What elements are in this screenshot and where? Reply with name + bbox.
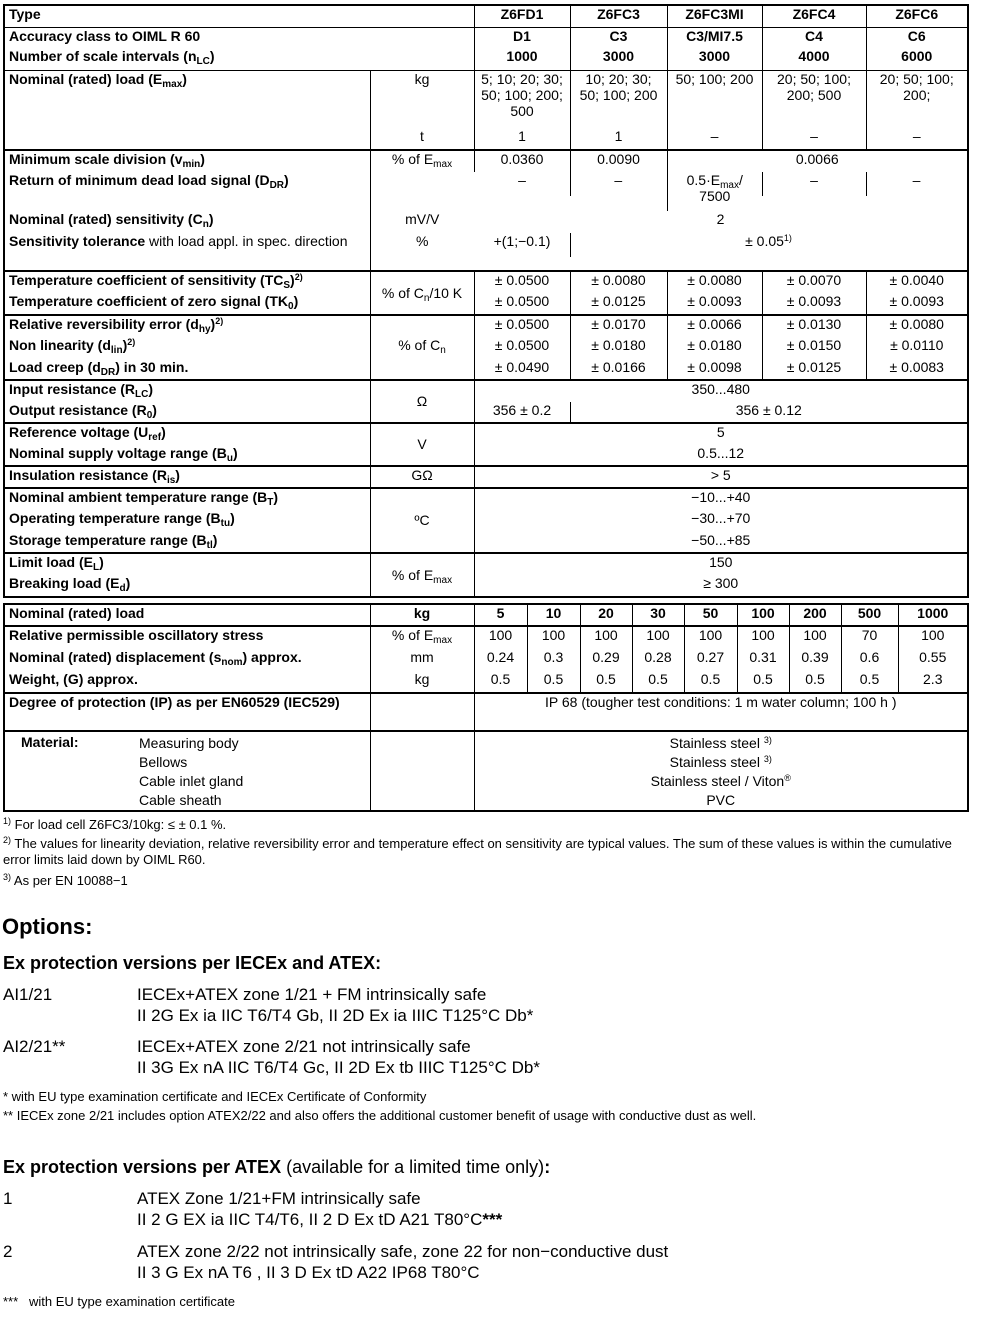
- sensitivity-row: [4, 211, 968, 233]
- linearity-value: ± 0.0150: [762, 337, 866, 359]
- return-row: [4, 172, 968, 211]
- option-code: AI2/21**: [3, 1037, 66, 1056]
- tcs-value: ± 0.0080: [570, 271, 667, 293]
- accuracy-value: D1: [474, 27, 570, 48]
- input-resistance-row: [4, 380, 968, 402]
- ip-row: [4, 693, 968, 731]
- oscillatory-value: 100: [632, 626, 684, 649]
- tolerance-value: +(1;−0.1): [493, 233, 551, 249]
- unit-kg: kg: [370, 70, 474, 128]
- material-label-cell: [4, 731, 370, 811]
- type-label: Type: [4, 5, 370, 27]
- option-line: ATEX zone 2/22 not intrinsically safe, zone 22 for non−conductive dust: [137, 1242, 669, 1261]
- option-note-3: *** with EU type examination certificate: [3, 1294, 235, 1309]
- output-resistance-label: Output resistance $(R_0)$: [4, 402, 370, 423]
- input-resistance-label: Input resistance $(R_{LC})$: [4, 380, 370, 402]
- return-value: –: [518, 172, 526, 188]
- linearity-value: ± 0.0180: [667, 337, 762, 359]
- option-code: 2: [3, 1242, 13, 1261]
- oscillatory-value: 100: [474, 626, 527, 649]
- return-value: –: [570, 172, 667, 211]
- option-note-1: * with EU type examination certificate and IECEx Certificate of Conformity: [3, 1089, 427, 1104]
- weight-value: 0.5: [841, 671, 898, 693]
- tolerance-unit: %: [370, 233, 474, 271]
- unit-t: t: [370, 128, 474, 150]
- displacement-label: Nominal (rated) displacement $(s_{nom})$ approx.: [4, 649, 370, 671]
- breaking-load-label: Breaking load $(E_d)$: [4, 575, 370, 597]
- material-item: Bellows: [139, 754, 188, 770]
- material-row: [4, 731, 968, 811]
- tolerance-row: [4, 233, 968, 271]
- oscillatory-value: 100: [684, 626, 737, 649]
- oscillatory-unit: % of $E_{max}$: [370, 626, 474, 649]
- intervals-value: 4000: [762, 48, 866, 70]
- operating-temp-row: [4, 510, 968, 532]
- weight-unit: kg: [370, 671, 474, 693]
- loads-unit: kg: [370, 604, 474, 626]
- ambient-temp-row: [4, 488, 968, 510]
- nominal-load-t: –: [667, 128, 762, 150]
- weight-value: 0.5: [632, 671, 684, 693]
- type-header: Z6FC4: [762, 5, 866, 27]
- ip-label: Degree of protection (IP) as per EN60529 (IEC529): [4, 693, 370, 731]
- material-value: Stainless steel $^{3)}$: [669, 754, 772, 770]
- weight-value: 0.5: [580, 671, 632, 693]
- reversibility-label: Relative reversibility error $(d_{hy})^{2)}$: [4, 315, 370, 337]
- nominal-load-row: [4, 70, 968, 128]
- option-line: II 3 G Ex nA T6 , II 3 D Ex tD A22 IP68 T80°C: [137, 1263, 480, 1282]
- type-row: [4, 5, 968, 27]
- weight-value: 0.5: [527, 671, 580, 693]
- load-table: [3, 603, 969, 812]
- load-header: 50: [684, 604, 737, 626]
- output-resistance-value: 356 ± 0.2: [474, 402, 570, 423]
- load-header: 5: [474, 604, 527, 626]
- linearity-value: ± 0.0180: [570, 337, 667, 359]
- creep-row: [4, 359, 968, 380]
- option-code: AI1/21: [3, 985, 53, 1004]
- material-values: [474, 731, 968, 811]
- load-header: 200: [789, 604, 841, 626]
- option-line: IECEx+ATEX zone 1/21 + FM intrinsically safe: [137, 985, 487, 1004]
- linearity-value: ± 0.0500: [474, 337, 570, 359]
- tcs-value: ± 0.0080: [667, 271, 762, 293]
- option-code: 1: [3, 1189, 13, 1208]
- footnote-2: $^{2)}$ The values for linearity deviation, relative reversibility error and temperature effect on sensitivity are typical values. The sum of these values is within the cumulative error limits laid down by OIML R60.: [3, 835, 952, 867]
- oscillatory-value: 100: [737, 626, 789, 649]
- storage-temp-label: Storage temperature range $(B_{tl})$: [4, 532, 370, 553]
- tk0-value: ± 0.0093: [866, 293, 968, 315]
- load-header: 500: [841, 604, 898, 626]
- nominal-load-t: 1: [570, 128, 667, 150]
- input-resistance-value: 350...480: [474, 380, 968, 402]
- ref-voltage-label: Reference voltage $(U_{ref})$: [4, 423, 370, 445]
- displacement-value: 0.27: [684, 649, 737, 671]
- nominal-load-value: 20; 50; 100; 200;: [866, 70, 968, 128]
- limit-load-row: [4, 553, 968, 575]
- displacement-value: 0.6: [841, 649, 898, 671]
- min-div-value: 0.0360: [474, 150, 570, 172]
- displacement-unit: mm: [370, 649, 474, 671]
- creep-label: Load creep $(d_{DR})$ in 30 min.: [4, 359, 370, 380]
- min-div-label: Minimum scale division $(v_{min})$: [4, 150, 370, 172]
- return-label: Return of minimum dead load signal $(D_{DR})$: [4, 172, 370, 211]
- temp-unit: ºC: [370, 488, 474, 553]
- weight-label: Weight, (G) approx.: [4, 671, 370, 693]
- oscillatory-value: 70: [841, 626, 898, 649]
- oscillatory-value: 100: [527, 626, 580, 649]
- supply-value: 0.5...12: [474, 445, 968, 466]
- nominal-load-value: 20; 50; 100; 200; 500: [762, 70, 866, 128]
- ambient-temp-value: −10...+40: [474, 488, 968, 510]
- tk0-row: [4, 293, 968, 315]
- tk0-value: ± 0.0500: [474, 293, 570, 315]
- weight-value: 0.5: [737, 671, 789, 693]
- material-item: Cable inlet gland: [139, 773, 244, 789]
- displacement-value: 0.39: [789, 649, 841, 671]
- insulation-value: > 5: [474, 466, 968, 488]
- type-header: Z6FC3: [570, 5, 667, 27]
- weight-value: 2.3: [898, 671, 968, 693]
- footnote-1: $^{1)}$ For load cell Z6FC3/10kg: ≤ ± 0.1 %.: [3, 816, 227, 832]
- nominal-load-t: –: [866, 128, 968, 150]
- oscillatory-value: 100: [789, 626, 841, 649]
- atex-heading: Ex protection versions per ATEX (available for a limited time only):: [3, 1157, 551, 1177]
- material-label: Material:: [21, 734, 79, 750]
- nominal-load-value: 5; 10; 20; 30; 50; 100; 200; 500: [474, 70, 570, 128]
- supply-row: [4, 445, 968, 466]
- reversibility-value: ± 0.0066: [667, 315, 762, 337]
- option-ai1: [3, 985, 963, 1027]
- type-header: Z6FC3MI: [667, 5, 762, 27]
- footnote-3: $^{3)}$ As per EN 10088−1: [3, 872, 128, 888]
- nominal-load-t-row: [4, 128, 968, 150]
- intervals-value: 3000: [570, 48, 667, 70]
- tolerance-value: ± $0.05^{1)}$: [570, 233, 968, 271]
- breaking-load-value: ≥ 300: [474, 575, 968, 597]
- option-atex-2: [3, 1242, 963, 1284]
- option-note-2: ** IECEx zone 2/21 includes option ATEX2/22 and also offers the additional customer benefit of usage with conductive dust as well.: [3, 1108, 757, 1123]
- reversibility-row: [4, 315, 968, 337]
- spec-table: [3, 4, 969, 598]
- creep-value: ± 0.0125: [762, 359, 866, 380]
- min-div-row: [4, 150, 968, 172]
- weight-value: 0.5: [684, 671, 737, 693]
- tcs-label: Temperature coefficient of sensitivity $(TC_S)^{2)}$: [4, 271, 370, 293]
- options-title: Options:: [2, 914, 93, 939]
- limit-load-label: Limit load $(E_L)$: [4, 553, 370, 575]
- loads-row: [4, 604, 968, 626]
- sensitivity-unit: mV/V: [370, 211, 474, 233]
- linearity-row: [4, 337, 968, 359]
- output-resistance-row: [4, 402, 968, 423]
- weight-row: [4, 671, 968, 693]
- option-ai2: [3, 1037, 963, 1079]
- intervals-value: 6000: [866, 48, 968, 70]
- option-line: ATEX Zone 1/21+FM intrinsically safe: [137, 1189, 421, 1208]
- reversibility-value: ± 0.0080: [866, 315, 968, 337]
- insulation-unit: GΩ: [370, 466, 474, 488]
- return-value: $0.5\cdot E_{max}/$ 7500: [667, 172, 762, 211]
- material-item: Cable sheath: [139, 792, 222, 808]
- tcs-value: ± 0.0500: [474, 271, 570, 293]
- tcs-row: [4, 271, 968, 293]
- operating-temp-value: −30...+70: [474, 510, 968, 532]
- accuracy-value: C3/MI7.5: [667, 27, 762, 48]
- intervals-value: 1000: [474, 48, 570, 70]
- tk0-value: ± 0.0093: [667, 293, 762, 315]
- material-item: Measuring body: [139, 735, 239, 751]
- weight-value: 0.5: [789, 671, 841, 693]
- displacement-value: 0.28: [632, 649, 684, 671]
- option-line: II 3G Ex nA IIC T6/T4 Gc, II 2D Ex tb IIIC T125°C Db*: [137, 1058, 540, 1077]
- nominal-load-value: 50; 100; 200: [667, 70, 762, 128]
- tolerance-label: Sensitivity tolerance with load appl. in spec. direction: [4, 233, 370, 271]
- tcs-unit: % of $C_n/10$ K: [370, 271, 474, 315]
- ref-voltage-value: 5: [474, 423, 968, 445]
- ref-voltage-row: [4, 423, 968, 445]
- nominal-load-value: 10; 20; 30; 50; 100; 200: [570, 70, 667, 128]
- option-line: IECEx+ATEX zone 2/21 not intrinsically safe: [137, 1037, 471, 1056]
- displacement-value: 0.3: [527, 649, 580, 671]
- displacement-value: 0.31: [737, 649, 789, 671]
- load-header: 100: [737, 604, 789, 626]
- accuracy-row: [4, 27, 968, 48]
- sensitivity-label: Nominal (rated) sensitivity $(C_n)$: [4, 211, 370, 233]
- supply-label: Nominal supply voltage range $(B_u)$: [4, 445, 370, 466]
- load-header: 30: [632, 604, 684, 626]
- return-value: –: [762, 172, 866, 211]
- accuracy-value: C4: [762, 27, 866, 48]
- reversibility-value: ± 0.0130: [762, 315, 866, 337]
- reversibility-value: ± 0.0500: [474, 315, 570, 337]
- nominal-load-label: Nominal (rated) load $(E_{max})$: [4, 70, 370, 128]
- tcs-value: ± 0.0070: [762, 271, 866, 293]
- displacement-value: 0.29: [580, 649, 632, 671]
- min-div-unit: % of $E_{max}$: [370, 150, 474, 172]
- intervals-row: [4, 48, 968, 70]
- intervals-label: Number of scale intervals $(n_{LC})$: [4, 48, 370, 70]
- reversibility-value: ± 0.0170: [570, 315, 667, 337]
- storage-temp-row: [4, 532, 968, 553]
- accuracy-value: C6: [866, 27, 968, 48]
- resistance-unit: Ω: [370, 380, 474, 423]
- linearity-value: ± 0.0110: [866, 337, 968, 359]
- material-value: Stainless steel / Viton®: [650, 773, 791, 789]
- displacement-value: 0.24: [474, 649, 527, 671]
- operating-temp-label: Operating temperature range $(B_{tu})$: [4, 510, 370, 532]
- option-atex-1: [3, 1189, 963, 1231]
- insulation-row: [4, 466, 968, 488]
- ambient-temp-label: Nominal ambient temperature range $(B_T)$: [4, 488, 370, 510]
- oscillatory-row: [4, 626, 968, 649]
- nominal-load-t: 1: [474, 128, 570, 150]
- material-value: Stainless steel $^{3)}$: [669, 735, 772, 751]
- tk0-label: Temperature coefficient of zero signal $(TK_0)$: [4, 293, 370, 315]
- option-line: II 2G Ex ia IIC T6/T4 Gb, II 2D Ex ia IIIC T125°C Db*: [137, 1006, 534, 1025]
- option-line: II 2 G EX ia IIC T4/T6, II 2 D Ex tD A21 T80°C***: [137, 1210, 503, 1229]
- displacement-row: [4, 649, 968, 671]
- load-header: 20: [580, 604, 632, 626]
- limit-load-unit: % of $E_{max}$: [370, 553, 474, 597]
- voltage-unit: V: [370, 423, 474, 466]
- sensitivity-value: 2: [474, 211, 968, 233]
- type-header: Z6FC6: [866, 5, 968, 27]
- oscillatory-value: 100: [580, 626, 632, 649]
- accuracy-value: C3: [570, 27, 667, 48]
- loads-label: Nominal (rated) load: [4, 604, 370, 626]
- tk0-value: ± 0.0093: [762, 293, 866, 315]
- accuracy-label: Accuracy class to OIML R 60: [4, 27, 370, 48]
- intervals-value: 3000: [667, 48, 762, 70]
- linearity-unit: % of $C_n$: [370, 337, 474, 359]
- tcs-value: ± 0.0040: [866, 271, 968, 293]
- storage-temp-value: −50...+85: [474, 532, 968, 553]
- insulation-label: Insulation resistance $(R_{is})$: [4, 466, 370, 488]
- min-div-value: 0.0090: [570, 150, 667, 172]
- type-header: Z6FD1: [474, 5, 570, 27]
- limit-load-value: 150: [474, 553, 968, 575]
- material-value: PVC: [706, 792, 736, 808]
- ip-value: IP 68 (tougher test conditions: 1 m water column; 100 h ): [474, 693, 968, 731]
- displacement-value: 0.55: [898, 649, 968, 671]
- load-header: 10: [527, 604, 580, 626]
- creep-value: ± 0.0166: [570, 359, 667, 380]
- tk0-value: ± 0.0125: [570, 293, 667, 315]
- output-resistance-value: 356 ± 0.12: [570, 402, 968, 423]
- nominal-load-t: –: [762, 128, 866, 150]
- oscillatory-label: Relative permissible oscillatory stress: [4, 626, 370, 649]
- load-header: 1000: [898, 604, 968, 626]
- creep-value: ± 0.0490: [474, 359, 570, 380]
- iecex-heading: Ex protection versions per IECEx and ATEX:: [3, 953, 382, 973]
- creep-value: ± 0.0083: [866, 359, 968, 380]
- min-div-value: 0.0066: [667, 150, 968, 172]
- creep-value: ± 0.0098: [667, 359, 762, 380]
- breaking-load-row: [4, 575, 968, 597]
- return-value: –: [866, 172, 968, 211]
- linearity-label: Non linearity $(d_{lin})^{2)}$: [4, 337, 370, 359]
- weight-value: 0.5: [474, 671, 527, 693]
- oscillatory-value: 100: [898, 626, 968, 649]
